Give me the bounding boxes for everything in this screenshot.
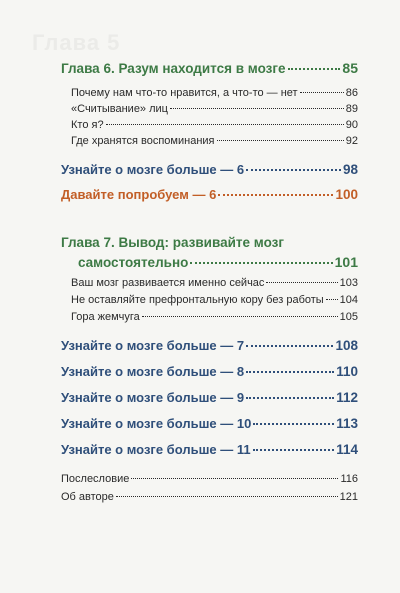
toc-about-author[interactable] [61,491,358,503]
toc-entry-title: Узнайте о мозге больше — 8 [61,364,245,379]
toc-entry-title: Узнайте о мозге больше — 7 [61,338,245,353]
toc-try-6[interactable] [61,187,358,202]
leader-dots [246,345,333,347]
leader-dots [246,371,334,373]
toc-entry-page: 105 [339,311,358,323]
leader-dots [253,423,334,425]
toc-entry-title: Узнайте о мозге больше — 11 [61,442,251,457]
toc-entry[interactable] [71,119,358,131]
toc-entry-title: «Считывание» лиц [71,103,168,115]
toc-entry-title: Давайте попробуем — 6 [61,187,217,202]
toc-entry-title: Узнайте о мозге больше — 10 [61,416,252,431]
toc-entry[interactable] [71,87,358,99]
toc-entry-page: 116 [340,473,358,485]
toc-entry[interactable] [71,294,358,306]
toc-entry-title: Где хранятся воспоминания [71,135,215,147]
toc-learn-more-7[interactable] [61,338,358,353]
toc-entry[interactable] [71,311,358,323]
leader-dots [106,124,344,125]
toc-entry-page: 112 [336,390,358,405]
leader-dots [170,108,344,109]
toc-learn-more-10[interactable] [61,416,358,431]
leader-dots [246,397,334,399]
faded-heading: Глава 5 [32,30,121,55]
toc-entry-title: Об авторе [61,491,114,503]
toc-chapter-6[interactable] [61,60,358,76]
toc-entry-page: 114 [336,442,358,457]
toc-learn-more-8[interactable] [61,364,358,379]
toc-entry-page: 101 [334,254,358,270]
toc-entry-page: 103 [339,277,358,289]
leader-dots [116,496,338,497]
toc-entry-page: 113 [336,416,358,431]
toc-entry-title: Кто я? [71,119,104,131]
leader-dots [142,316,338,317]
toc-learn-more-6[interactable] [61,162,358,177]
toc-entry-title: Почему нам что-то нравится, а что-то — нет [71,87,298,99]
toc-entry-title: Не оставляйте префронтальную кору без работы [71,294,324,306]
toc-entry-title: Глава 6. Разум находится в мозге [61,61,286,76]
toc-entry-title: Узнайте о мозге больше — 6 [61,162,245,177]
toc-entry[interactable] [71,103,358,115]
toc-entry[interactable] [71,277,358,289]
leader-dots [266,282,337,283]
leader-dots [218,194,333,196]
toc-entry-page: 98 [342,162,358,177]
toc-chapter-7-title-line-1[interactable]: Глава 7. Вывод: развивайте мозг [61,235,284,250]
toc-entry-page: 92 [345,135,358,147]
toc-afterword[interactable] [61,473,358,485]
toc-entry-page: 108 [335,338,358,353]
leader-dots [300,92,344,93]
leader-dots [131,478,338,479]
toc-entry-page: 104 [339,294,358,306]
toc-entry-page: 89 [345,103,358,115]
toc-entry-title: самостоятельно [78,255,189,270]
leader-dots [246,169,341,171]
leader-dots [190,262,332,264]
leader-dots [253,449,335,451]
toc-entry-page: 86 [345,87,358,99]
toc-entry-page: 90 [345,119,358,131]
toc-entry-title: Ваш мозг развивается именно сейчас [71,277,265,289]
leader-dots [288,68,341,70]
toc-entry-title: Узнайте о мозге больше — 9 [61,390,245,405]
toc-learn-more-9[interactable] [61,390,358,405]
toc-entry-page: 100 [335,187,358,202]
toc-entry-page: 85 [342,60,358,76]
toc-entry-page: 121 [339,491,358,503]
toc-entry[interactable] [71,135,358,147]
toc-entry-page: 110 [336,364,358,379]
leader-dots [217,140,344,141]
toc-entry-title: Гора жемчуга [71,311,140,323]
leader-dots [326,299,338,300]
toc-entry-title: Послесловие [61,473,130,485]
toc-chapter-7[interactable] [78,254,358,270]
toc-learn-more-11[interactable] [61,442,358,457]
